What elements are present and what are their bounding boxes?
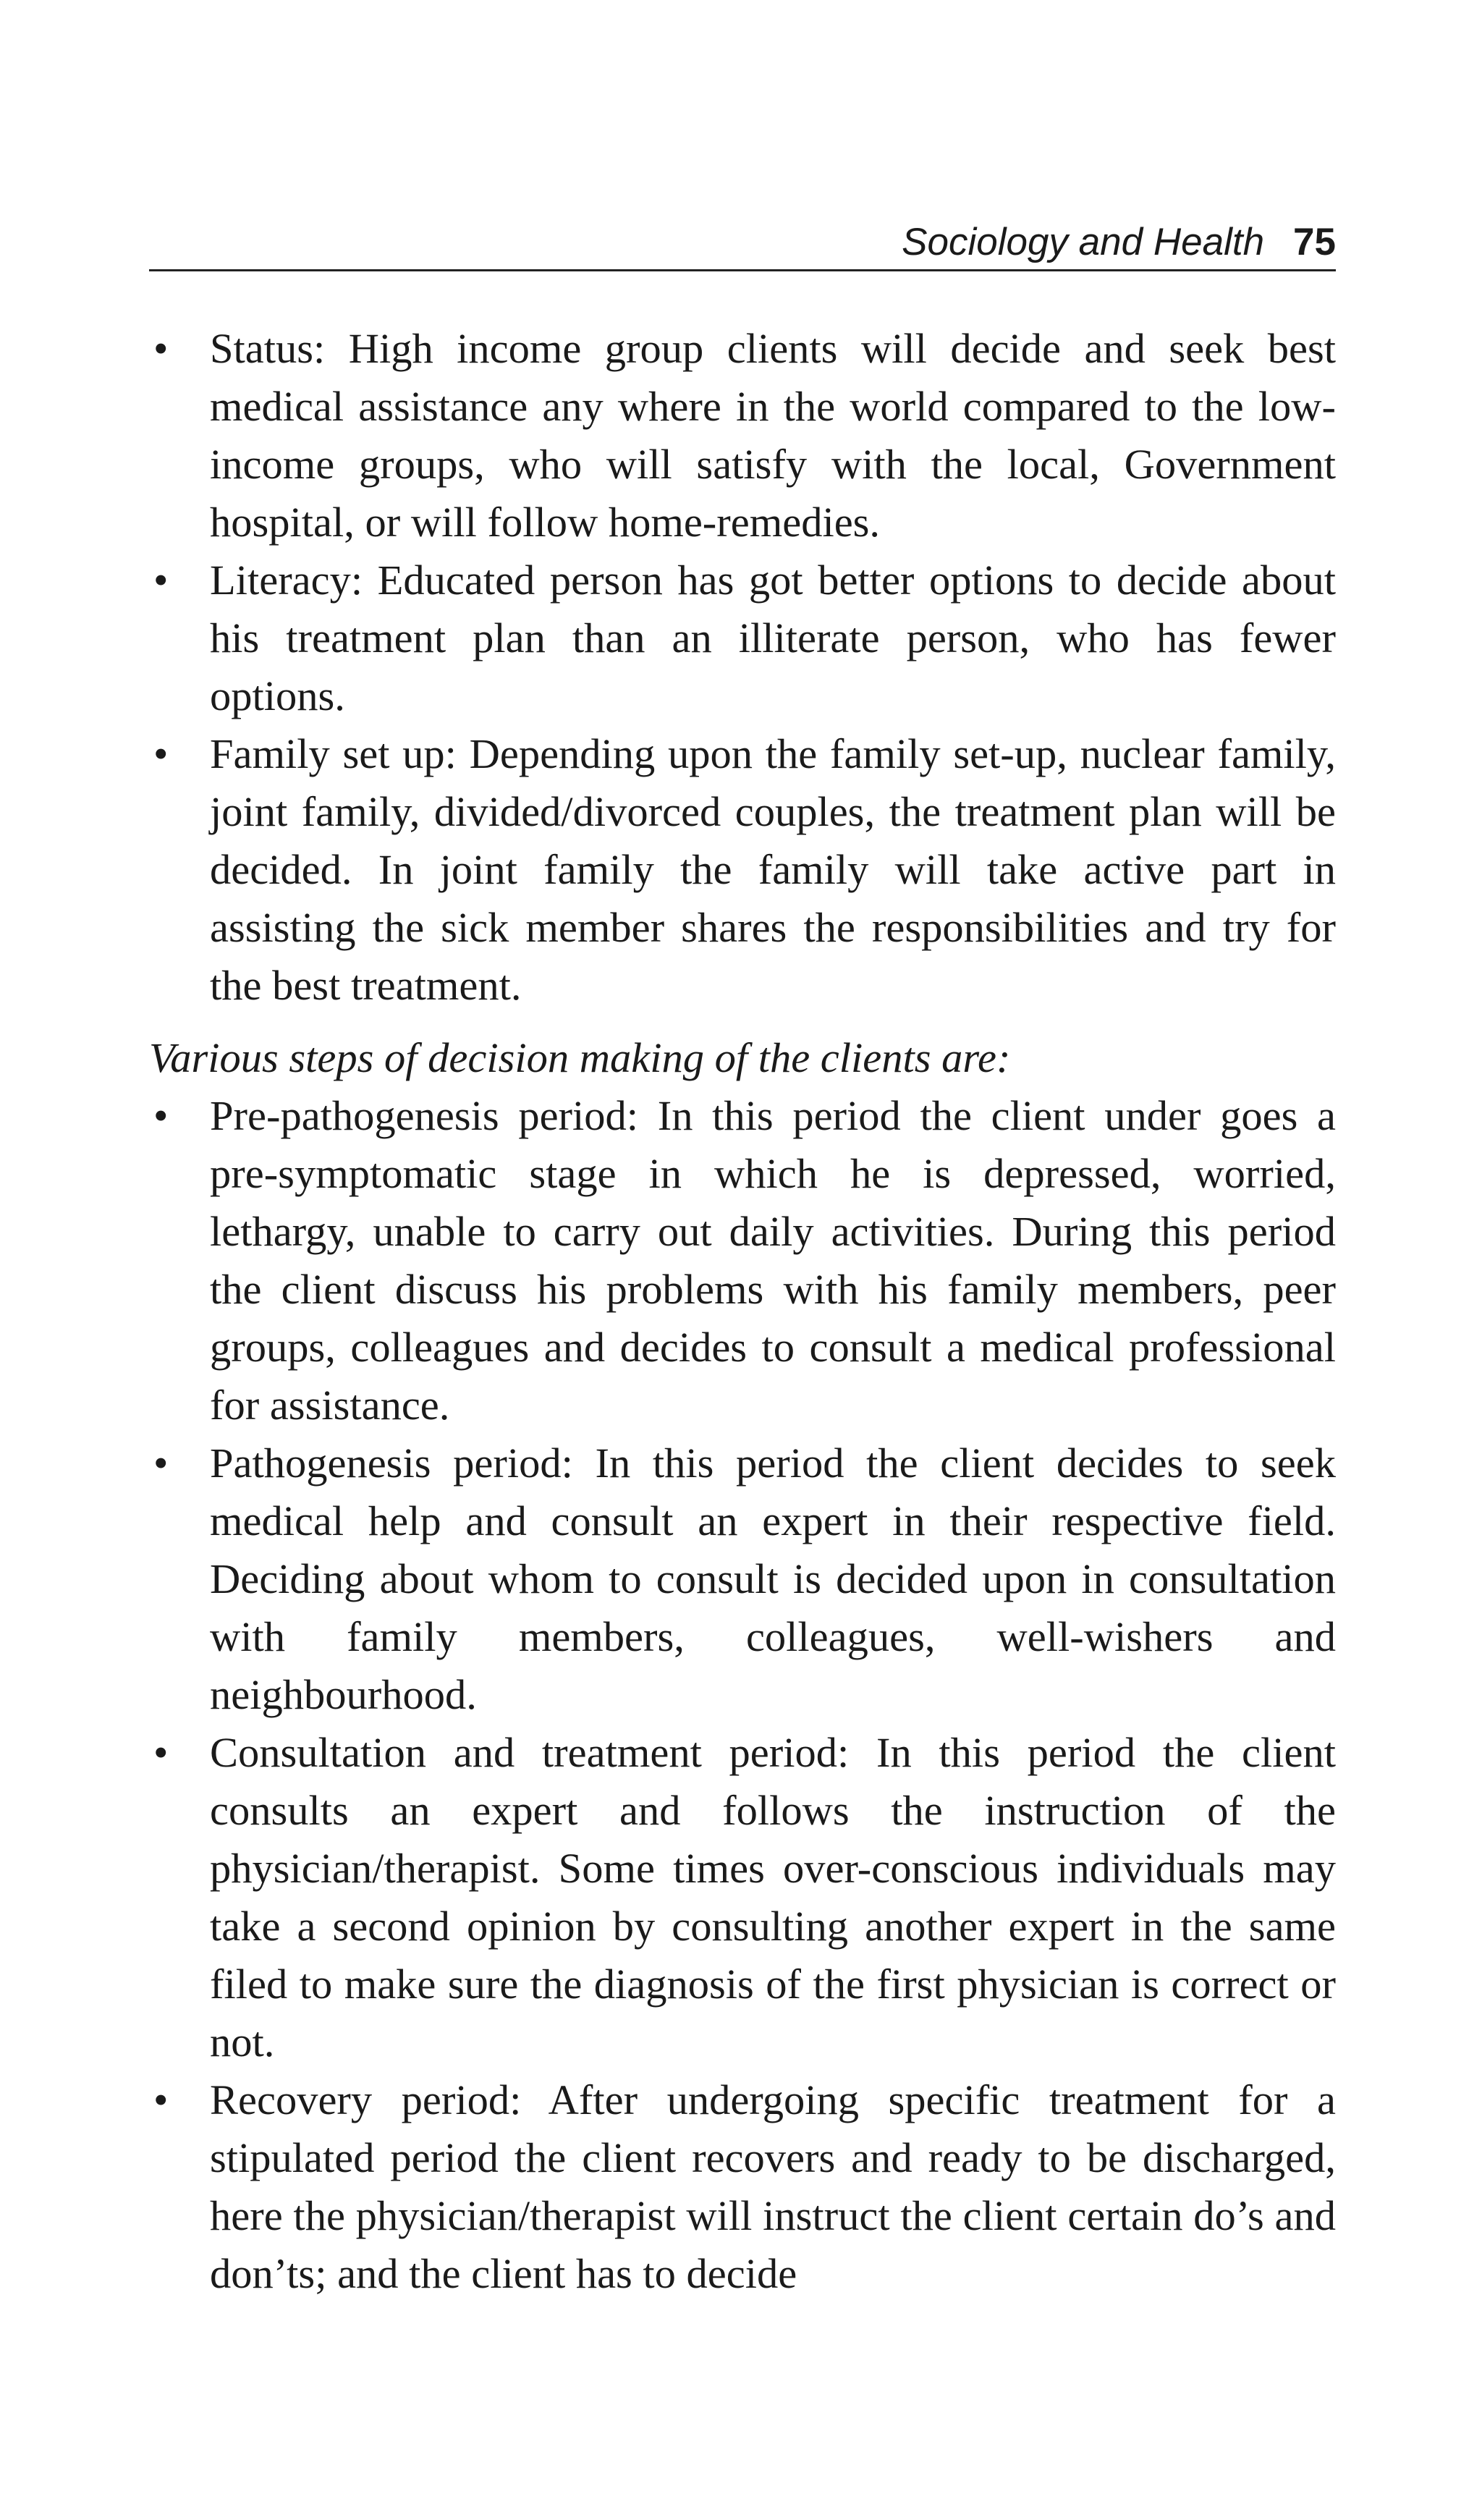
list-item-text: Recovery period: After undergoing specific treatment for a stipulated period the client recovers and ready to be discharged, here the physician/therapist will instruct the client certain do’s and don’ts; and the client has to decide (210, 2076, 1336, 2297)
bullet-icon: • (153, 325, 169, 372)
list-item-recovery (149, 2071, 1336, 2303)
steps-heading: Various steps of decision making of the clients are: (149, 1034, 1011, 1081)
list-item-text: Family set up: Depending upon the family set-up, nuclear family, joint family, divided/divorced couples, the treatment plan will be decided. In joint family the family will take active part in assisting the sick member shares the responsibilities and try for the best treatment. (210, 730, 1336, 1009)
list-item-text: Pathogenesis period: In this period the client decides to seek medical help and consult an expert in their respective field. Deciding about whom to consult is decided upon in consultation with family members, colleagues, well-wishers and neighbourhood. (210, 1439, 1336, 1718)
list-item-consultation (149, 1724, 1336, 2071)
list-item-text: Consultation and treatment period: In this period the client consults an expert and follows the instruction of the physician/therapist. Some times over-conscious individuals may take a second opinion by consulting another expert in the same filed to make sure the diagnosis of the first physician is correct or not. (210, 1729, 1336, 2066)
list-item-text: Status: High income group clients will decide and seek best medical assistance any where in the world compared to the low-income groups, who will satisfy with the local, Government hospital, or will follow home-remedies. (210, 325, 1336, 546)
list-item-text: Pre-pathogenesis period: In this period the client under goes a pre-symptomatic stage in which he is depressed, worried, lethargy, unable to carry out daily activities. During this period the client discuss his problems with his family members, peer groups, colleagues and decides to consult a medical professional for assistance. (210, 1092, 1336, 1429)
bullet-icon: • (153, 1439, 169, 1487)
body-text (149, 320, 1336, 2303)
list-item-literacy (149, 551, 1336, 725)
bullet-icon: • (153, 730, 169, 777)
factors-list (149, 320, 1336, 1015)
bullet-icon: • (153, 1092, 169, 1139)
list-item-pre-pathogenesis (149, 1087, 1336, 1434)
running-head-title: Sociology and Health (902, 220, 1265, 263)
bullet-icon: • (153, 557, 169, 604)
running-head (149, 214, 1336, 271)
bullet-icon: • (153, 1729, 169, 1776)
bullet-icon: • (153, 2076, 169, 2123)
list-item-text: Literacy: Educated person has got better options to decide about his treatment plan than an illiterate person, who has fewer options. (210, 557, 1336, 719)
list-item-family-set-up (149, 725, 1336, 1015)
page-number: 75 (1293, 220, 1336, 263)
list-item-status (149, 320, 1336, 551)
steps-list (149, 1087, 1336, 2303)
list-item-pathogenesis (149, 1434, 1336, 1724)
